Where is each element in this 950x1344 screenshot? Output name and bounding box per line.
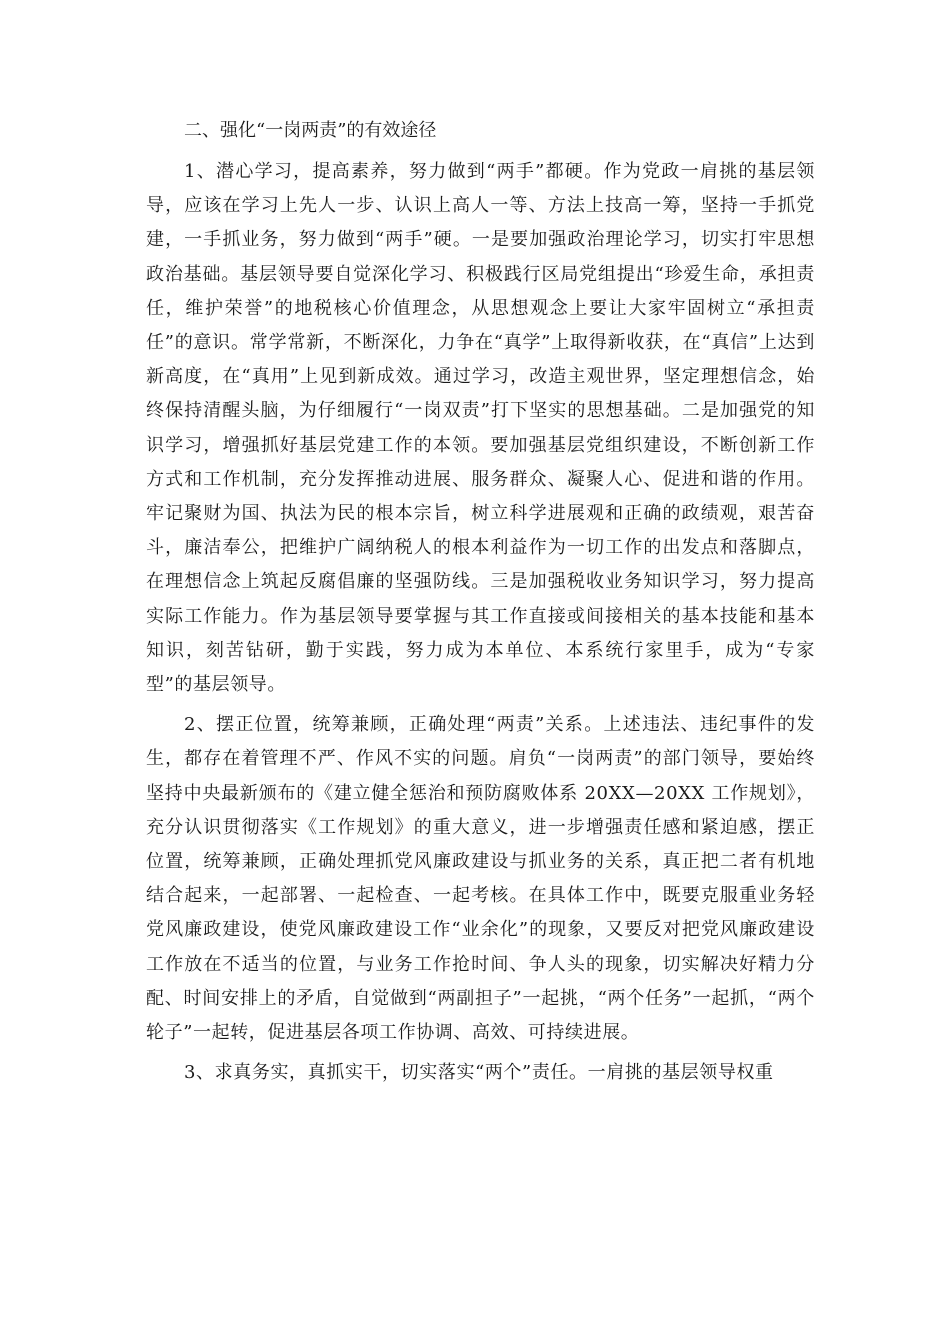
section-heading: 二、强化“一岗两责”的有效途径 <box>184 120 437 141</box>
paragraph-1: 1、潜心学习，提高素养，努力做到“两手”都硬。作为党政一肩挑的基层领导，应该在学习上先人一步、认识上高人一等、方法上技高一筹，坚持一手抓党建，一手抓业务，努力做到“两手”硬。一是要加强政治理论学习，切实打牢思想政治基础。基层领导要自觉深化学习、积极践行区局党组提出“珍爱生命，承担责任，维护荣誉”的地税核心价值理念，从思想观念上要让大家牢固树立“承担责任”的意识。常学常新，不断深化，力争在“真学”上取得新收获，在“真信”上达到新高度，在“真用”上见到新成效。通过学习，改造主观世界，坚定理想信念，始终保持清醒头脑，为仔细履行“一岗双责”打下坚实的思想基础。二是加强党的知识学习，增强抓好基层党建工作的本领。要加强基层党组织建设，不断创新工作方式和工作机制，充分发挥推动进展、服务群众、凝聚人心、促进和谐的作用。牢记聚财为国、执法为民的根本宗旨，树立科学进展观和正确的政绩观，艰苦奋斗，廉洁奉公，把维护广阔纳税人的根本利益作为一切工作的出发点和落脚点，在理想信念上筑起反腐倡廉的坚强防线。三是加强税收业务知识学习，努力提高实际工作能力。作为基层领导要掌握与其工作直接或间接相关的基本技能和基本知识，刻苦钻研，勤于实践，努力成为本单位、本系统行家里手，成为“专家型”的基层领导。 <box>146 161 815 696</box>
paragraph-3: 3、求真务实，真抓实干，切实落实“两个”责任。一肩挑的基层领导权重 <box>184 1062 774 1084</box>
paragraph-2: 2、摆正位置，统筹兼顾，正确处理“两责”关系。上述违法、违纪事件的发生，都存在着管理不严、作风不实的问题。肩负“一岗两责”的部门领导，要始终坚持中央最新颁布的《建立健全惩治和预防腐败体系 20XX—20XX 工作规划》，充分认识贯彻落实《工作规划》的重大意义，进一步增强责任感和紧迫感，摆正位置，统筹兼顾，正确处理抓党风廉政建设与抓业务的关系，真正把二者有机地结合起来，一起部署、一起检查、一起考核。在具体工作中，既要克服重业务轻党风廉政建设，使党风廉政建设工作“业余化”的现象，又要反对把党风廉政建设工作放在不适当的位置，与业务工作抢时间、争人头的现象，切实解决好精力分配、时间安排上的矛盾，自觉做到“两副担子”一起挑，“两个任务”一起抓，“两个轮子”一起转，促进基层各项工作协调、高效、可持续进展。 <box>146 714 815 1044</box>
